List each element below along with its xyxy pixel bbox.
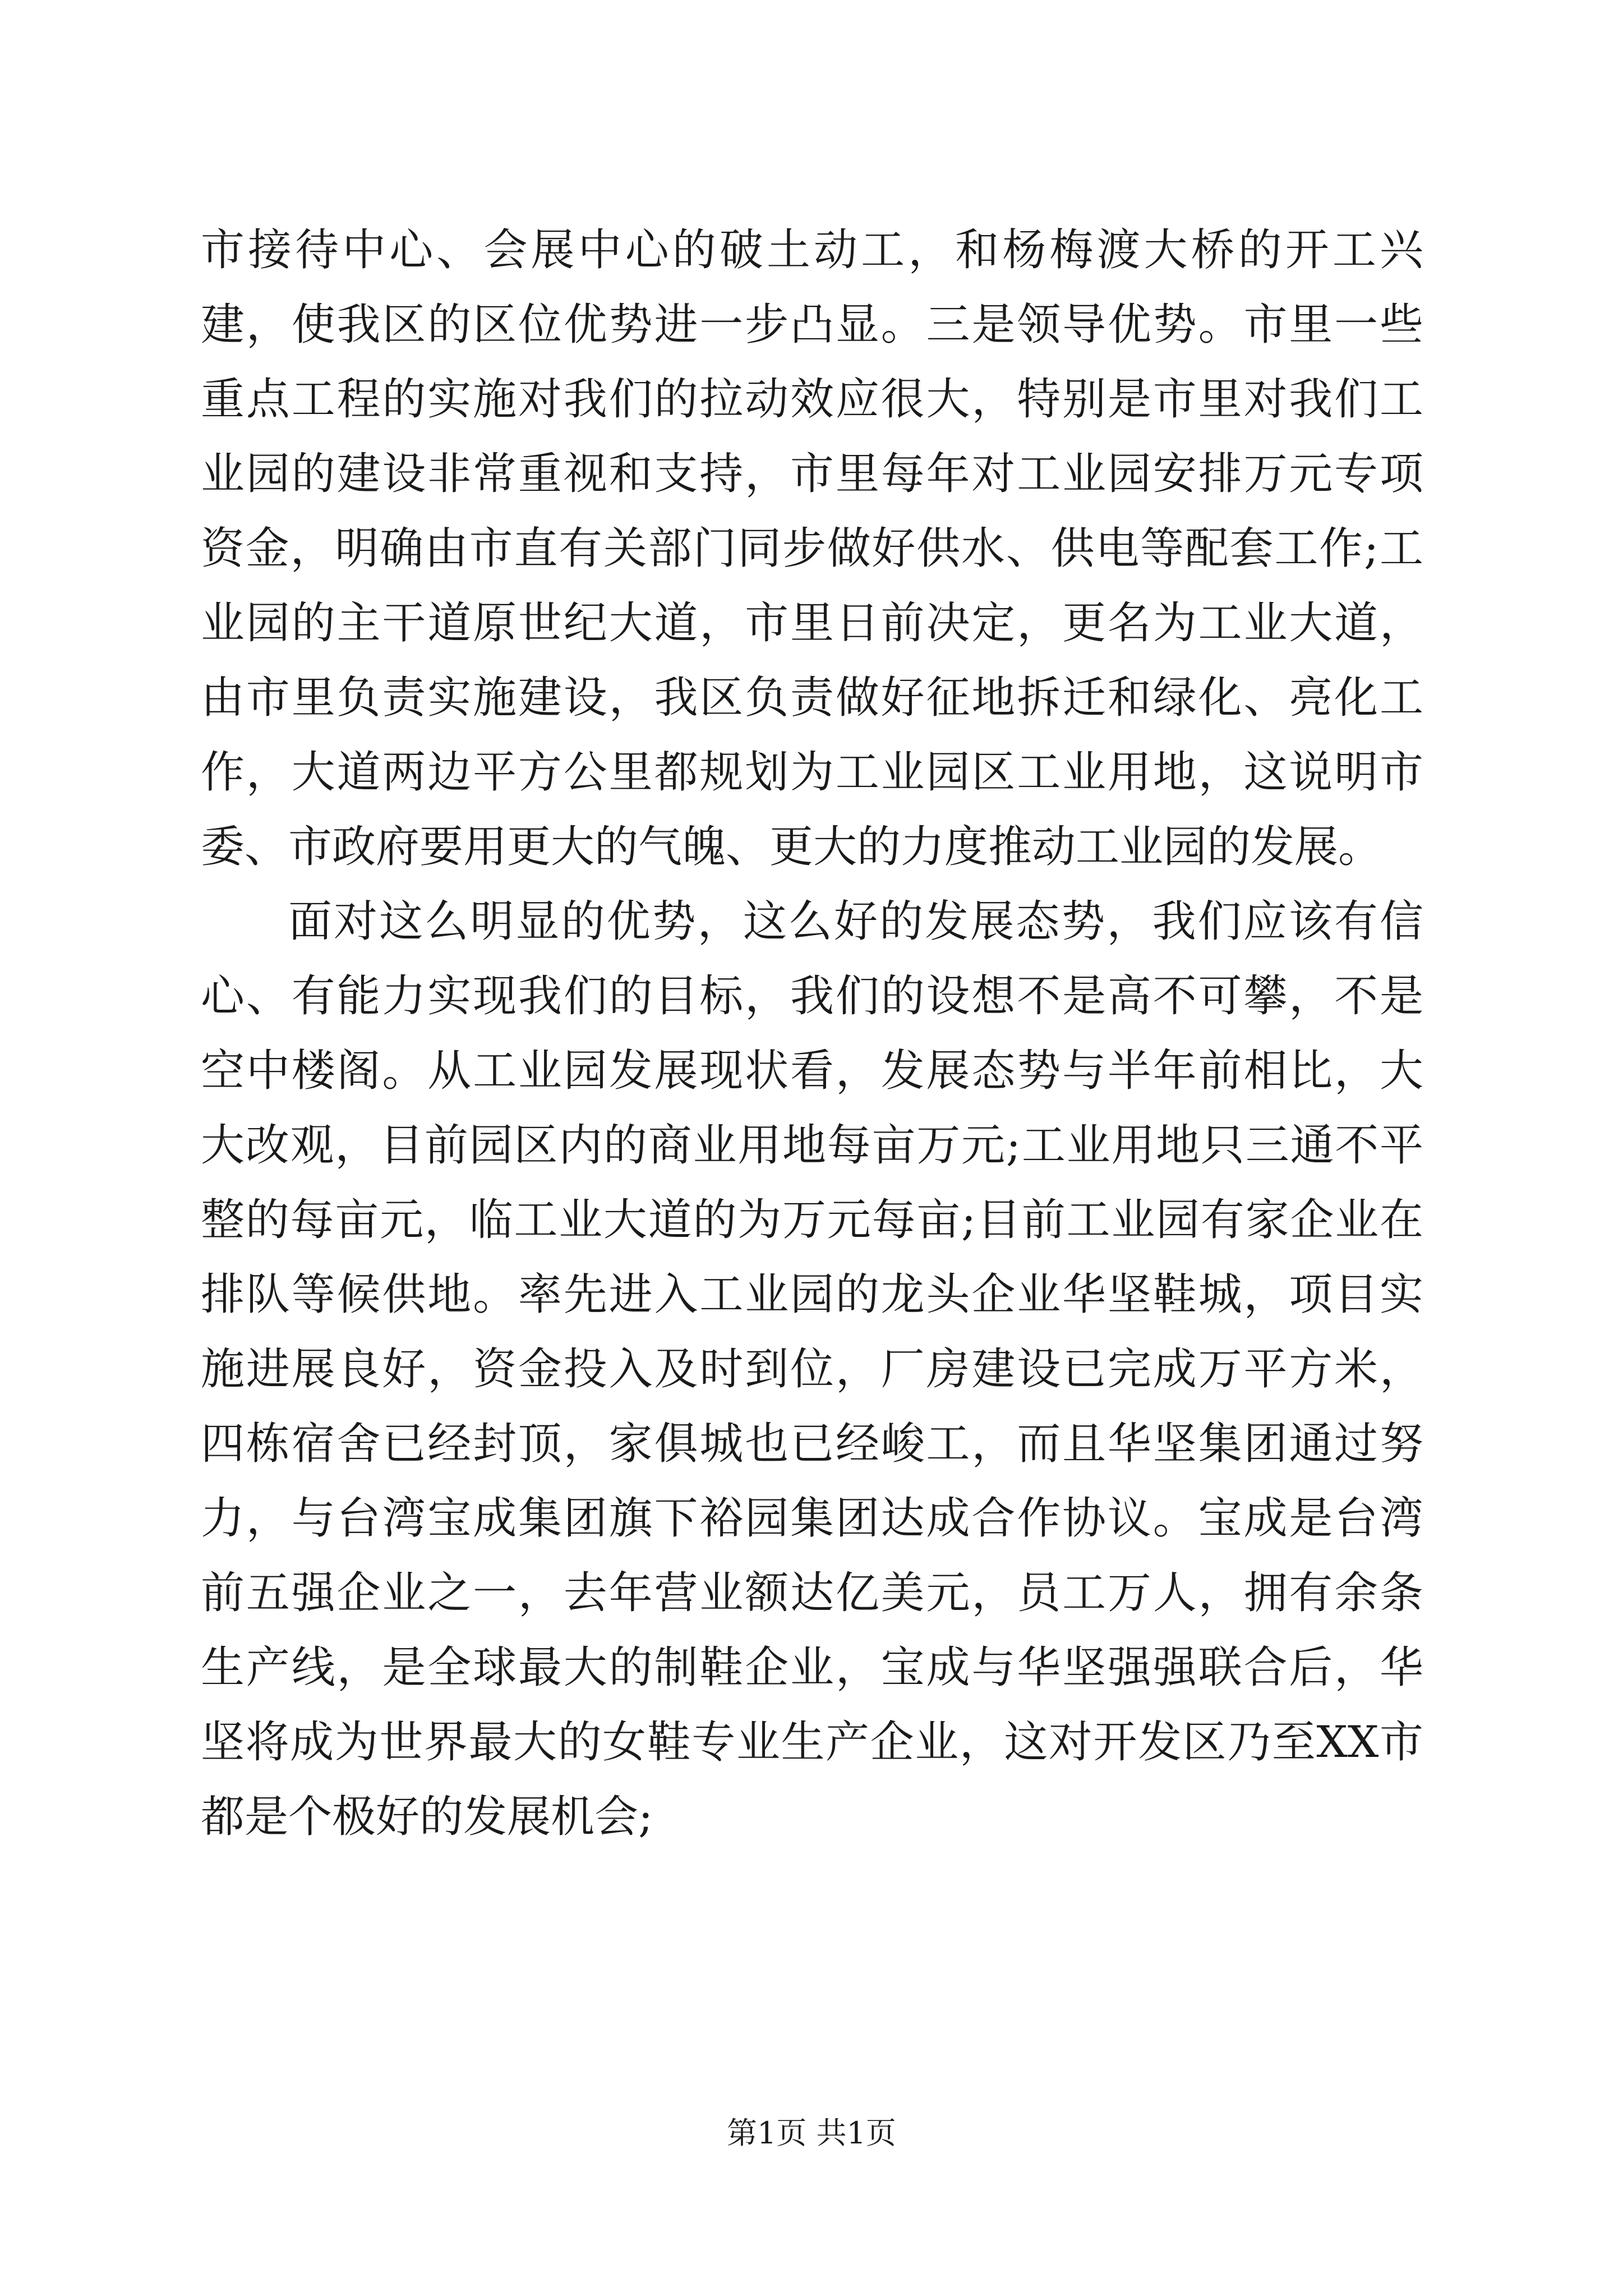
- paragraph-2: 面对这么明显的优势，这么好的发展态势，我们应该有信心、有能力实现我们的目标，我们的设想不是高不可攀，不是空中楼阁。从工业园发展现状看，发展态势与半年前相比，大大改观，目前园区内的商业用地每亩万元;工业用地只三通不平整的每亩元，临工业大道的为万元每亩;目前工业园有家企业在排队等候供地。率先进入工业园的龙头企业华坚鞋城，项目实施进展良好，资金投入及时到位，厂房建设已完成万平方米，四栋宿舍已经封顶，家俱城也已经峻工，而且华坚集团通过努力，与台湾宝成集团旗下裕园集团达成合作协议。宝成是台湾前五强企业之一，去年营业额达亿美元，员工万人，拥有余条生产线，是全球最大的制鞋企业，宝成与华坚强强联合后，华坚将成为世界最大的女鞋专业生产企业，这对开发区乃至XX市都是个极好的发展机会;: [201, 896, 1424, 1842]
- paragraph-1: 市接待中心、会展中心的破土动工，和杨梅渡大桥的开工兴建，使我区的区位优势进一步凸显。三是领导优势。市里一些重点工程的实施对我们的拉动效应很大，特别是市里对我们工业园的建设非常重视和支持，市里每年对工业园安排万元专项资金，明确由市直有关部门同步做好供水、供电等配套工作;工业园的主干道原世纪大道，市里日前决定，更名为工业大道，由市里负责实施建设，我区负责做好征地拆迁和绿化、亮化工作，大道两边平方公里都规划为工业园区工业用地，这说明市委、市政府要用更大的气魄、更大的力度推动工业园的发展。: [201, 225, 1424, 872]
- document-body: [201, 213, 1423, 1855]
- page-footer: 第1页 共1页: [727, 2115, 896, 2151]
